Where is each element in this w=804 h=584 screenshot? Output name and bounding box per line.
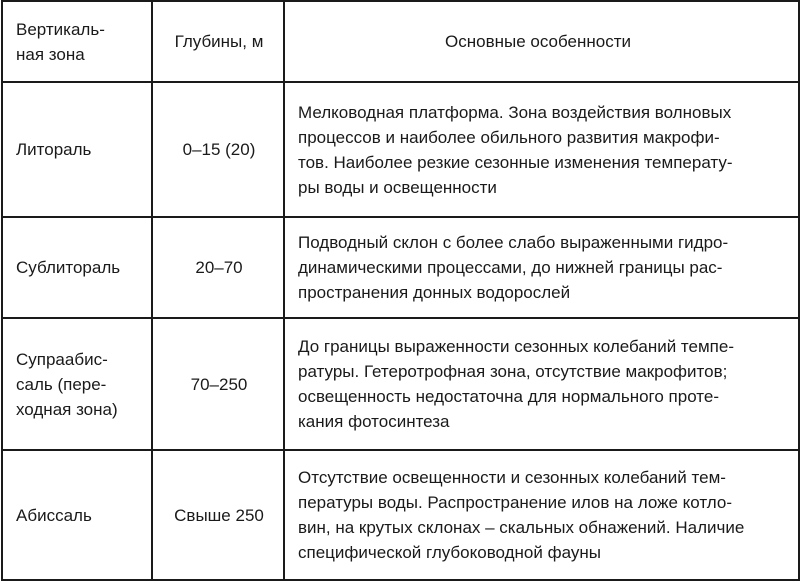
features-line: процессов и наиболее обильного развития макрофи- xyxy=(298,127,720,147)
features-line: Отсутствие освещенности и сезонных колебаний тем- xyxy=(298,468,726,487)
features-line: вин, на крутых склонах – скальных обнажений. Наличие xyxy=(298,518,745,537)
header-features-label: Основные особенности xyxy=(445,32,631,51)
features-cell xyxy=(286,218,798,317)
header-depth xyxy=(154,2,284,81)
header-zone xyxy=(3,2,152,81)
header-depth-label: Глубины, м xyxy=(174,32,264,51)
header-zone-line: ная зона xyxy=(16,44,85,64)
features-line: ратуры. Гетеротрофная зона, отсутствие макрофитов; xyxy=(298,362,728,381)
depth-value: 70–250 xyxy=(190,374,248,394)
features-line: Мелководная платформа. Зона воздействия волновых xyxy=(298,102,732,122)
depth-cell xyxy=(154,83,284,216)
features-line: специфической глубоководной фауны xyxy=(298,543,601,562)
zone-cell xyxy=(3,319,152,449)
depth-cell xyxy=(154,218,284,317)
vertical-zones-table xyxy=(1,0,800,581)
features-line: кания фотосинтеза xyxy=(298,412,450,431)
features-line: До границы выраженности сезонных колебаний темпе- xyxy=(298,337,734,356)
zone-cell xyxy=(3,451,152,579)
depth-value: Свыше 250 xyxy=(174,505,264,525)
zone-name-line: Супраабис- xyxy=(16,349,108,369)
features-line: пространения донных водорослей xyxy=(298,283,571,302)
features-cell xyxy=(286,451,798,579)
zone-name: Сублитораль xyxy=(16,258,121,277)
header-features xyxy=(286,2,798,81)
depth-value: 20–70 xyxy=(195,258,243,277)
depth-cell xyxy=(154,451,284,579)
table-row xyxy=(3,218,798,317)
depth-value: 0–15 (20) xyxy=(182,140,256,159)
zone-name: Литораль xyxy=(16,140,92,159)
features-cell xyxy=(286,319,798,449)
features-line: ры воды и освещенности xyxy=(298,177,497,197)
features-line: Подводный склон с более слабо выраженными гидро- xyxy=(298,233,729,252)
zone-cell xyxy=(3,218,152,317)
table-row xyxy=(3,451,798,579)
features-line: тов. Наиболее резкие сезонные изменения температу- xyxy=(298,152,733,172)
features-cell xyxy=(286,83,798,216)
zone-cell xyxy=(3,83,152,216)
table-row xyxy=(3,83,798,216)
features-line: динамическими процессами, до нижней границы рас- xyxy=(298,258,723,277)
zone-name: Абиссаль xyxy=(16,505,92,525)
features-line: пературы воды. Распространение илов на ложе котло- xyxy=(298,493,732,512)
depth-cell xyxy=(154,319,284,449)
zone-name-line: саль (пере- xyxy=(16,374,107,394)
features-line: освещенность недостаточна для нормального проте- xyxy=(298,387,719,406)
header-zone-line: Вертикаль- xyxy=(16,19,105,39)
zone-name-line: ходная зона) xyxy=(16,399,118,419)
table-row xyxy=(3,319,798,449)
table-header-row xyxy=(3,2,798,81)
